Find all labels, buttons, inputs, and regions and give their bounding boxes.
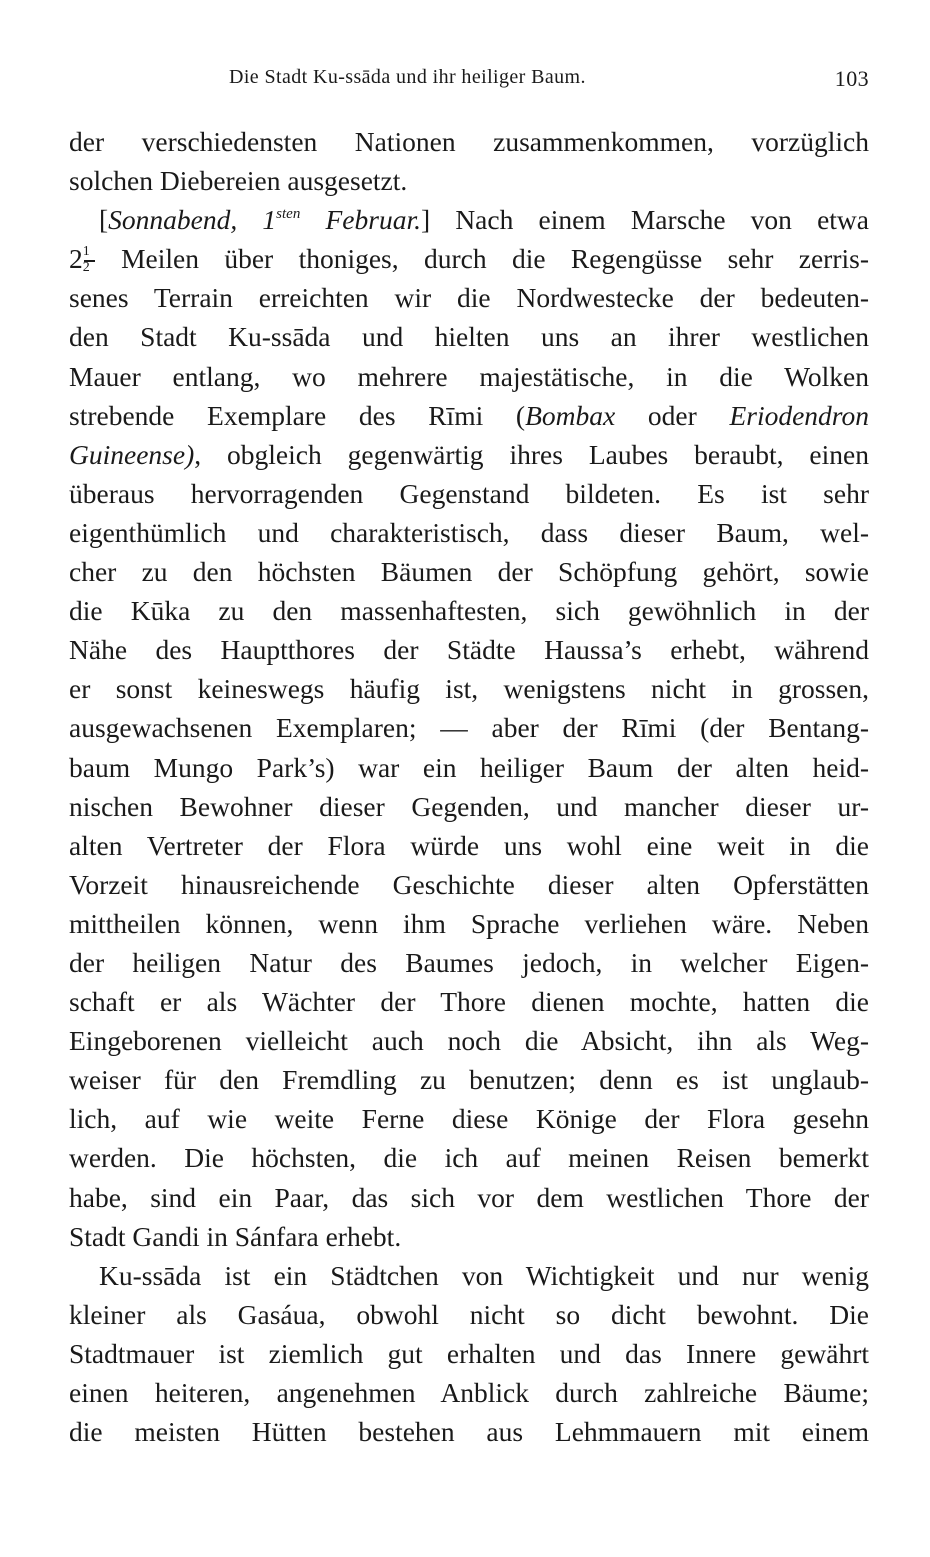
date-italic: Sonnabend, $1^{sten}$ Februar. — [108, 204, 421, 236]
text-line: habe, sind ein Paar, das sich vor dem westlichen Thore der — [69, 1181, 869, 1213]
text-line: cher zu den höchsten Bäumen der Schöpfung gehört, sowie — [69, 556, 869, 588]
text-line: [Sonnabend, $1^{sten}$ Februar.] Nach einem Marsche von etwa — [99, 204, 869, 236]
ordinal-superscript: sten — [276, 206, 301, 223]
mixed-number-whole: 2 — [69, 243, 83, 275]
text-line: den Stadt Ku-ssāda und hielten uns an ihrer westlichen — [69, 321, 869, 353]
text-line: werden. Die höchsten, die ich auf meinen Reisen bemerkt — [69, 1142, 869, 1174]
text-line: einen heiteren, angenehmen Anblick durch zahlreiche Bäume; — [69, 1377, 869, 1408]
text-line: Ku-ssāda ist ein Städtchen von Wichtigkeit und nur wenig — [99, 1259, 869, 1291]
text-line: eigenthümlich und charakteristisch, dass dieser Baum, wel- — [69, 516, 869, 548]
text-line: solchen Diebereien ausgesetzt. — [69, 165, 408, 197]
text-line: schaft er als Wächter der Thore dienen mochte, hatten die — [69, 986, 869, 1018]
text-line: Eingeborenen vielleicht auch noch die Absicht, ihn als Weg- — [69, 1025, 869, 1057]
text-line: mittheilen können, wenn ihm Sprache verliehen wäre. Neben — [69, 907, 869, 939]
text-line: Stadt Gandi in Sánfara erhebt. — [69, 1220, 402, 1252]
fraction-half: $\frac{1}{2}$ — [83, 246, 96, 274]
text-line: nischen Bewohner dieser Gegenden, und mancher dieser ur- — [69, 790, 869, 822]
text-line: kleiner als Gasáua, obwohl nicht so dicht bewohnt. Die — [69, 1298, 869, 1330]
text-line: Mauer entlang, wo mehrere majestätische, in die Wolken — [69, 360, 869, 392]
text-line: er sonst keineswegs häufig ist, wenigstens nicht in grossen, — [69, 673, 869, 705]
text-line: Vorzeit hinausreichende Geschichte dieser alten Opferstätten — [69, 868, 869, 900]
text-line: senes Terrain erreichten wir die Nordwestecke der bedeuten- — [69, 282, 869, 314]
text-line: alten Vertreter der Flora würde uns wohl eine weit in die — [69, 829, 869, 861]
text-line: der verschiedensten Nationen zusammenkommen, vorzüglich — [69, 126, 869, 157]
text-line: weiser für den Fremdling zu benutzen; denn es ist unglaub- — [69, 1064, 869, 1096]
page-number: 103 — [834, 66, 869, 91]
text-line: Stadtmauer ist ziemlich gut erhalten und das Innere gewährt — [69, 1337, 869, 1369]
text-line: Nähe des Hauptthores der Städte Haussa’s erhebt, während — [69, 634, 869, 666]
text-line: strebende Exemplare des Rīmi (Bombax oder Eriodendron — [69, 399, 869, 431]
bracket-open: [ — [99, 204, 109, 236]
text-line: lich, auf wie weite Ferne diese Könige der Flora gesehn — [69, 1103, 869, 1135]
botanical-name: Eriodendron — [729, 399, 869, 431]
botanical-name: Bombax — [525, 399, 616, 431]
text-line: der heiligen Natur des Baumes jedoch, in welcher Eigen- — [69, 946, 869, 978]
running-head — [229, 66, 869, 96]
text-line: 2 $\frac{1}{2}$ Meilen über thoniges, durch die Regengüsse sehr zerris- — [69, 243, 869, 276]
text-line: die Kūka zu den massenhaftesten, sich gewöhnlich in der — [69, 595, 869, 627]
text-line: die meisten Hütten bestehen aus Lehmmauern mit einem — [69, 1416, 869, 1448]
body-text — [69, 122, 869, 1451]
botanical-name: Guineense) — [69, 438, 195, 470]
text-line: ausgewachsenen Exemplaren; — aber der Rīmi (der Bentang- — [69, 712, 869, 744]
text-line: Guineense), obgleich gegenwärtig ihres Laubes beraubt, einen — [69, 438, 869, 470]
text-line: baum Mungo Park’s) war ein heiliger Baum der alten heid- — [69, 751, 869, 783]
running-title: Die Stadt Ku-ssāda und ihr heiliger Baum. — [229, 66, 586, 88]
text-line: überaus hervorragenden Gegenstand bildeten. Es ist sehr — [69, 477, 869, 509]
